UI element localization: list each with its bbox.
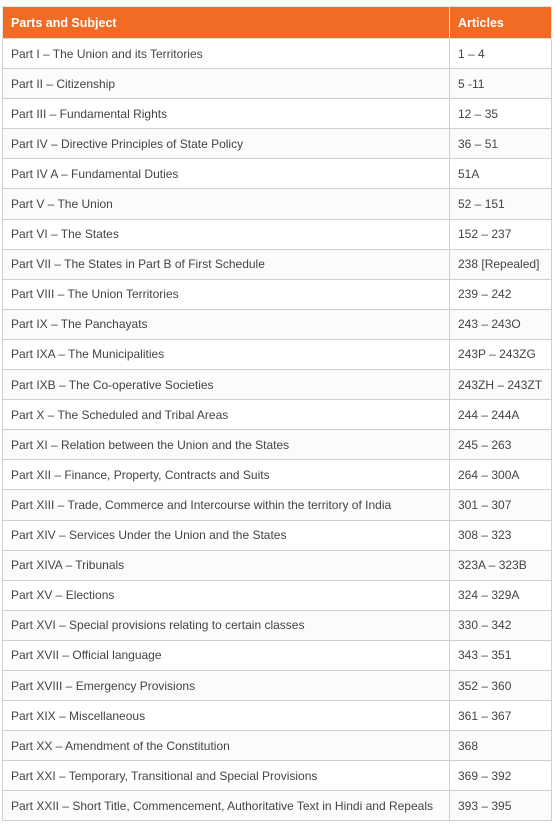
table-row	[3, 670, 552, 700]
articles-cell: 36 – 51	[450, 129, 552, 159]
table-row	[3, 460, 552, 490]
header-parts-and-subject: Parts and Subject	[3, 7, 450, 39]
articles-cell: 152 – 237	[450, 219, 552, 249]
table-row	[3, 550, 552, 580]
articles-cell: 244 – 244A	[450, 400, 552, 430]
part-subject-cell: Part XVIII – Emergency Provisions	[3, 670, 450, 700]
table-row	[3, 430, 552, 460]
part-subject-cell: Part IV – Directive Principles of State Policy	[3, 129, 450, 159]
part-subject-cell: Part XVII – Official language	[3, 640, 450, 670]
part-subject-cell: Part IX – The Panchayats	[3, 309, 450, 339]
header-row	[3, 7, 552, 39]
table-row	[3, 701, 552, 731]
part-subject-cell: Part XIV – Services Under the Union and the States	[3, 520, 450, 550]
part-subject-cell: Part III – Fundamental Rights	[3, 99, 450, 129]
part-subject-cell: Part I – The Union and its Territories	[3, 39, 450, 69]
table-row	[3, 520, 552, 550]
part-subject-cell: Part II – Citizenship	[3, 69, 450, 99]
table-row	[3, 309, 552, 339]
articles-cell: 239 – 242	[450, 279, 552, 309]
part-subject-cell: Part XI – Relation between the Union and the States	[3, 430, 450, 460]
articles-cell: 245 – 263	[450, 430, 552, 460]
articles-cell: 264 – 300A	[450, 460, 552, 490]
part-subject-cell: Part XX – Amendment of the Constitution	[3, 731, 450, 761]
articles-cell: 324 – 329A	[450, 580, 552, 610]
table-row	[3, 39, 552, 69]
part-subject-cell: Part XIVA – Tribunals	[3, 550, 450, 580]
table-body	[3, 39, 552, 821]
table-row	[3, 490, 552, 520]
table-row	[3, 189, 552, 219]
table-row	[3, 129, 552, 159]
table-header	[3, 7, 552, 39]
articles-cell: 393 – 395	[450, 791, 552, 821]
part-subject-cell: Part IXB – The Co-operative Societies	[3, 370, 450, 400]
part-subject-cell: Part VI – The States	[3, 219, 450, 249]
part-subject-cell: Part XIII – Trade, Commerce and Intercourse within the territory of India	[3, 490, 450, 520]
table-row	[3, 370, 552, 400]
articles-cell: 12 – 35	[450, 99, 552, 129]
table-row	[3, 249, 552, 279]
constitution-parts-table	[2, 6, 552, 821]
header-articles: Articles	[450, 7, 552, 39]
table-row	[3, 99, 552, 129]
articles-cell: 308 – 323	[450, 520, 552, 550]
articles-cell: 352 – 360	[450, 670, 552, 700]
table-row	[3, 610, 552, 640]
part-subject-cell: Part XXI – Temporary, Transitional and Special Provisions	[3, 761, 450, 791]
table-row	[3, 219, 552, 249]
part-subject-cell: Part XXII – Short Title, Commencement, Authoritative Text in Hindi and Repeals	[3, 791, 450, 821]
articles-cell: 51A	[450, 159, 552, 189]
articles-cell: 330 – 342	[450, 610, 552, 640]
table-row	[3, 159, 552, 189]
table-row	[3, 400, 552, 430]
articles-cell: 1 – 4	[450, 39, 552, 69]
articles-cell: 5 -11	[450, 69, 552, 99]
table-row	[3, 791, 552, 821]
articles-cell: 238 [Repealed]	[450, 249, 552, 279]
articles-cell: 243P – 243ZG	[450, 339, 552, 369]
part-subject-cell: Part VIII – The Union Territories	[3, 279, 450, 309]
part-subject-cell: Part XII – Finance, Property, Contracts and Suits	[3, 460, 450, 490]
articles-cell: 369 – 392	[450, 761, 552, 791]
part-subject-cell: Part IV A – Fundamental Duties	[3, 159, 450, 189]
articles-cell: 243ZH – 243ZT	[450, 370, 552, 400]
part-subject-cell: Part XVI – Special provisions relating to certain classes	[3, 610, 450, 640]
table-row	[3, 640, 552, 670]
part-subject-cell: Part V – The Union	[3, 189, 450, 219]
articles-cell: 243 – 243O	[450, 309, 552, 339]
part-subject-cell: Part VII – The States in Part B of First Schedule	[3, 249, 450, 279]
table-row	[3, 580, 552, 610]
articles-cell: 323A – 323B	[450, 550, 552, 580]
articles-cell: 368	[450, 731, 552, 761]
articles-cell: 52 – 151	[450, 189, 552, 219]
articles-cell: 301 – 307	[450, 490, 552, 520]
table-row	[3, 279, 552, 309]
part-subject-cell: Part IXA – The Municipalities	[3, 339, 450, 369]
part-subject-cell: Part XV – Elections	[3, 580, 450, 610]
table-row	[3, 69, 552, 99]
table-row	[3, 339, 552, 369]
table-row	[3, 761, 552, 791]
articles-cell: 343 – 351	[450, 640, 552, 670]
part-subject-cell: Part XIX – Miscellaneous	[3, 701, 450, 731]
part-subject-cell: Part X – The Scheduled and Tribal Areas	[3, 400, 450, 430]
articles-cell: 361 – 367	[450, 701, 552, 731]
table-row	[3, 731, 552, 761]
